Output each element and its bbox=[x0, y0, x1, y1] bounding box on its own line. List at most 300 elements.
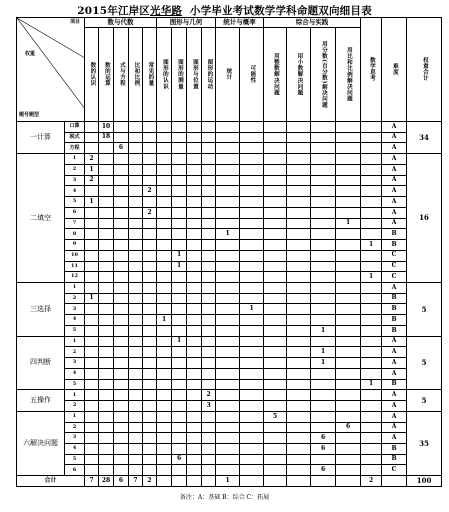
question-number: 12 bbox=[65, 272, 85, 283]
score-cell bbox=[264, 186, 287, 197]
score-cell bbox=[287, 272, 311, 283]
score-cell bbox=[287, 336, 311, 347]
score-cell: 1 bbox=[157, 315, 172, 326]
score-cell bbox=[287, 132, 311, 143]
question-number: 5 bbox=[65, 325, 85, 336]
score-cell bbox=[129, 368, 143, 379]
score-cell bbox=[187, 325, 202, 336]
score-cell bbox=[172, 293, 187, 304]
score-cell bbox=[172, 218, 187, 229]
question-number: 9 bbox=[65, 240, 85, 251]
column-header: 常见的量 bbox=[143, 28, 157, 122]
score-cell bbox=[287, 379, 311, 390]
score-cell bbox=[157, 454, 172, 465]
score-cell bbox=[336, 358, 361, 369]
score-cell bbox=[99, 465, 114, 476]
column-header: 用整数解决问题 bbox=[264, 28, 287, 122]
score-cell bbox=[336, 368, 361, 379]
difficulty-cell: A bbox=[382, 433, 407, 444]
question-number: 2 bbox=[65, 293, 85, 304]
score-cell bbox=[361, 304, 382, 315]
score-cell bbox=[172, 347, 187, 358]
score-cell bbox=[216, 175, 240, 186]
score-cell bbox=[361, 218, 382, 229]
total-weight: 100 bbox=[407, 476, 442, 487]
score-cell bbox=[287, 229, 311, 240]
score-cell bbox=[85, 443, 99, 454]
difficulty-cell: C bbox=[382, 261, 407, 272]
score-cell bbox=[361, 261, 382, 272]
score-cell bbox=[187, 379, 202, 390]
table-row bbox=[17, 186, 442, 197]
total-cell: 2 bbox=[361, 476, 382, 487]
score-cell bbox=[172, 304, 187, 315]
score-cell bbox=[311, 197, 336, 208]
score-cell bbox=[240, 379, 264, 390]
table-row bbox=[17, 454, 442, 465]
score-cell bbox=[172, 272, 187, 283]
table-row bbox=[17, 250, 442, 261]
difficulty-cell: A bbox=[382, 218, 407, 229]
score-cell bbox=[361, 368, 382, 379]
score-cell bbox=[216, 218, 240, 229]
difficulty-cell: B bbox=[382, 293, 407, 304]
score-cell bbox=[264, 347, 287, 358]
score-cell bbox=[99, 282, 114, 293]
score-cell bbox=[143, 422, 157, 433]
question-number: 4 bbox=[65, 186, 85, 197]
score-cell bbox=[143, 433, 157, 444]
score-cell bbox=[172, 390, 187, 401]
score-cell bbox=[336, 175, 361, 186]
score-cell bbox=[240, 250, 264, 261]
score-cell bbox=[85, 325, 99, 336]
score-cell bbox=[202, 336, 216, 347]
score-cell bbox=[114, 454, 129, 465]
score-cell bbox=[187, 229, 202, 240]
score-cell bbox=[143, 197, 157, 208]
score-cell bbox=[85, 218, 99, 229]
score-cell bbox=[287, 293, 311, 304]
score-cell bbox=[172, 433, 187, 444]
score-cell bbox=[187, 132, 202, 143]
score-cell: 1 bbox=[311, 325, 336, 336]
score-cell bbox=[85, 282, 99, 293]
score-cell bbox=[157, 197, 172, 208]
score-cell bbox=[157, 261, 172, 272]
score-cell bbox=[172, 240, 187, 251]
score-cell bbox=[216, 240, 240, 251]
score-cell bbox=[99, 422, 114, 433]
score-cell bbox=[264, 304, 287, 315]
score-cell bbox=[361, 229, 382, 240]
score-cell bbox=[311, 282, 336, 293]
score-cell bbox=[157, 368, 172, 379]
score-cell bbox=[129, 401, 143, 412]
score-cell bbox=[187, 454, 202, 465]
score-cell: 2 bbox=[85, 175, 99, 186]
score-cell bbox=[143, 132, 157, 143]
score-cell bbox=[240, 422, 264, 433]
score-cell: 1 bbox=[311, 358, 336, 369]
score-cell bbox=[202, 282, 216, 293]
score-cell bbox=[99, 240, 114, 251]
score-cell bbox=[240, 465, 264, 476]
score-cell bbox=[129, 336, 143, 347]
table-row bbox=[17, 347, 442, 358]
score-cell bbox=[187, 207, 202, 218]
score-cell bbox=[202, 229, 216, 240]
score-cell bbox=[129, 433, 143, 444]
score-cell bbox=[99, 143, 114, 154]
score-cell bbox=[361, 433, 382, 444]
score-cell bbox=[264, 368, 287, 379]
score-cell bbox=[114, 282, 129, 293]
score-cell bbox=[172, 465, 187, 476]
score-cell: 1 bbox=[172, 250, 187, 261]
score-cell bbox=[85, 186, 99, 197]
score-cell bbox=[187, 121, 202, 132]
title-prefix: 2015年江岸区 bbox=[77, 5, 151, 17]
score-cell bbox=[129, 143, 143, 154]
score-cell bbox=[99, 218, 114, 229]
score-cell bbox=[311, 143, 336, 154]
score-cell bbox=[129, 422, 143, 433]
score-cell bbox=[202, 164, 216, 175]
score-cell bbox=[361, 250, 382, 261]
score-cell bbox=[172, 143, 187, 154]
score-cell bbox=[240, 315, 264, 326]
score-cell bbox=[187, 164, 202, 175]
score-cell bbox=[85, 240, 99, 251]
section-weight: 35 bbox=[407, 411, 442, 475]
score-cell bbox=[216, 454, 240, 465]
section-weight: 5 bbox=[407, 336, 442, 390]
score-cell bbox=[311, 454, 336, 465]
question-number: 6 bbox=[65, 207, 85, 218]
score-cell bbox=[336, 411, 361, 422]
score-cell bbox=[202, 154, 216, 165]
score-cell bbox=[187, 390, 202, 401]
score-cell bbox=[240, 132, 264, 143]
score-cell bbox=[287, 465, 311, 476]
score-cell bbox=[99, 272, 114, 283]
score-cell bbox=[216, 358, 240, 369]
column-header: 图形与位置 bbox=[187, 28, 202, 122]
score-cell bbox=[264, 433, 287, 444]
score-cell bbox=[311, 240, 336, 251]
score-cell bbox=[202, 422, 216, 433]
score-cell bbox=[157, 304, 172, 315]
score-cell bbox=[157, 121, 172, 132]
score-cell bbox=[85, 121, 99, 132]
score-cell bbox=[129, 390, 143, 401]
score-cell bbox=[114, 347, 129, 358]
column-header: 数的运算 bbox=[99, 28, 114, 122]
total-cell: 1 bbox=[216, 476, 240, 487]
score-cell bbox=[157, 186, 172, 197]
score-cell bbox=[336, 186, 361, 197]
score-cell bbox=[85, 358, 99, 369]
table-row bbox=[17, 175, 442, 186]
score-cell bbox=[216, 390, 240, 401]
score-cell bbox=[202, 132, 216, 143]
score-cell bbox=[157, 379, 172, 390]
table-row bbox=[17, 304, 442, 315]
score-cell bbox=[361, 315, 382, 326]
table-row bbox=[17, 282, 442, 293]
score-cell bbox=[99, 304, 114, 315]
score-cell bbox=[336, 379, 361, 390]
score-cell bbox=[216, 121, 240, 132]
score-cell bbox=[264, 250, 287, 261]
score-cell bbox=[287, 207, 311, 218]
question-number: 口算 bbox=[65, 121, 85, 132]
score-cell bbox=[336, 154, 361, 165]
question-number: 8 bbox=[65, 229, 85, 240]
score-cell bbox=[287, 368, 311, 379]
table-row bbox=[17, 401, 442, 412]
table-row bbox=[17, 240, 442, 251]
score-cell bbox=[99, 325, 114, 336]
score-cell bbox=[129, 325, 143, 336]
score-cell bbox=[202, 304, 216, 315]
score-cell bbox=[361, 175, 382, 186]
page-title bbox=[0, 3, 449, 18]
score-cell bbox=[157, 164, 172, 175]
question-number: 2 bbox=[65, 422, 85, 433]
question-number: 4 bbox=[65, 315, 85, 326]
score-cell bbox=[240, 454, 264, 465]
score-cell bbox=[361, 336, 382, 347]
score-cell bbox=[264, 422, 287, 433]
table-row bbox=[17, 336, 442, 347]
score-cell bbox=[336, 143, 361, 154]
score-cell bbox=[240, 154, 264, 165]
score-cell bbox=[361, 443, 382, 454]
score-cell bbox=[143, 390, 157, 401]
score-cell bbox=[187, 154, 202, 165]
score-cell bbox=[129, 358, 143, 369]
column-header-difficulty: 难度 bbox=[382, 18, 407, 122]
score-cell bbox=[264, 143, 287, 154]
score-cell bbox=[129, 411, 143, 422]
score-cell bbox=[336, 229, 361, 240]
difficulty-cell: A bbox=[382, 347, 407, 358]
score-cell bbox=[287, 261, 311, 272]
score-cell bbox=[99, 154, 114, 165]
score-cell bbox=[336, 293, 361, 304]
score-cell bbox=[157, 401, 172, 412]
score-cell bbox=[287, 401, 311, 412]
score-cell bbox=[187, 347, 202, 358]
score-cell: 6 bbox=[336, 422, 361, 433]
score-cell bbox=[264, 229, 287, 240]
score-cell bbox=[187, 443, 202, 454]
total-cell: 28 bbox=[99, 476, 114, 487]
score-cell bbox=[287, 197, 311, 208]
score-cell bbox=[202, 433, 216, 444]
score-cell bbox=[264, 121, 287, 132]
score-cell bbox=[114, 272, 129, 283]
score-cell: 1 bbox=[361, 240, 382, 251]
question-number: 6 bbox=[65, 465, 85, 476]
score-cell bbox=[240, 186, 264, 197]
score-cell bbox=[311, 261, 336, 272]
total-label: 合计 bbox=[17, 476, 85, 487]
table-row bbox=[17, 422, 442, 433]
score-cell bbox=[361, 154, 382, 165]
difficulty-cell: B bbox=[382, 379, 407, 390]
table-row bbox=[17, 411, 442, 422]
table-row bbox=[17, 261, 442, 272]
score-cell: 6 bbox=[311, 433, 336, 444]
score-cell bbox=[336, 132, 361, 143]
score-cell bbox=[361, 347, 382, 358]
score-cell bbox=[172, 315, 187, 326]
score-cell bbox=[129, 132, 143, 143]
corner-header bbox=[17, 18, 85, 122]
score-cell bbox=[264, 315, 287, 326]
score-cell bbox=[157, 282, 172, 293]
score-cell bbox=[143, 164, 157, 175]
score-cell bbox=[143, 443, 157, 454]
score-cell bbox=[143, 261, 157, 272]
table-row bbox=[17, 197, 442, 208]
score-cell bbox=[99, 379, 114, 390]
score-cell bbox=[114, 411, 129, 422]
difficulty-cell: C bbox=[382, 250, 407, 261]
score-cell bbox=[287, 454, 311, 465]
score-cell bbox=[216, 164, 240, 175]
score-cell bbox=[187, 433, 202, 444]
score-cell bbox=[129, 379, 143, 390]
score-cell bbox=[114, 336, 129, 347]
score-cell bbox=[336, 454, 361, 465]
score-cell bbox=[287, 315, 311, 326]
score-cell bbox=[216, 315, 240, 326]
score-cell bbox=[361, 325, 382, 336]
score-cell bbox=[202, 250, 216, 261]
question-number: 1 bbox=[65, 154, 85, 165]
score-cell bbox=[143, 121, 157, 132]
score-cell bbox=[129, 207, 143, 218]
section-weight: 5 bbox=[407, 390, 442, 411]
table-row bbox=[17, 465, 442, 476]
score-cell bbox=[99, 401, 114, 412]
score-cell bbox=[202, 443, 216, 454]
score-cell bbox=[311, 272, 336, 283]
question-number: 1 bbox=[65, 282, 85, 293]
score-cell bbox=[336, 261, 361, 272]
score-cell bbox=[336, 304, 361, 315]
question-number: 1 bbox=[65, 390, 85, 401]
score-cell bbox=[240, 293, 264, 304]
column-header: 式与方程 bbox=[114, 28, 129, 122]
score-cell bbox=[264, 336, 287, 347]
score-cell bbox=[361, 390, 382, 401]
score-cell bbox=[114, 401, 129, 412]
title-school: 光华路 bbox=[150, 5, 183, 17]
score-cell bbox=[202, 197, 216, 208]
score-cell bbox=[240, 443, 264, 454]
table-row bbox=[17, 443, 442, 454]
score-cell bbox=[187, 186, 202, 197]
score-cell bbox=[361, 454, 382, 465]
score-cell bbox=[114, 164, 129, 175]
total-cell bbox=[187, 476, 202, 487]
score-cell bbox=[99, 175, 114, 186]
score-cell bbox=[187, 401, 202, 412]
score-cell bbox=[172, 132, 187, 143]
score-cell bbox=[99, 261, 114, 272]
score-cell bbox=[143, 358, 157, 369]
score-cell bbox=[157, 465, 172, 476]
score-cell bbox=[187, 282, 202, 293]
score-cell bbox=[99, 250, 114, 261]
question-number: 4 bbox=[65, 368, 85, 379]
section-weight: 34 bbox=[407, 121, 442, 153]
score-cell bbox=[129, 229, 143, 240]
score-cell bbox=[143, 272, 157, 283]
score-cell bbox=[264, 240, 287, 251]
score-cell bbox=[143, 304, 157, 315]
table-row bbox=[17, 390, 442, 401]
score-cell bbox=[311, 390, 336, 401]
difficulty-cell: B bbox=[382, 240, 407, 251]
score-cell bbox=[264, 154, 287, 165]
score-cell bbox=[157, 175, 172, 186]
table-row bbox=[17, 379, 442, 390]
question-number: 3 bbox=[65, 175, 85, 186]
score-cell bbox=[99, 315, 114, 326]
score-cell bbox=[240, 411, 264, 422]
table-row bbox=[17, 433, 442, 444]
column-header: 用分数(百分数)解决问题 bbox=[311, 28, 336, 122]
score-cell bbox=[287, 240, 311, 251]
difficulty-cell: A bbox=[382, 207, 407, 218]
score-cell bbox=[202, 218, 216, 229]
score-cell bbox=[157, 143, 172, 154]
score-cell: 2 bbox=[202, 390, 216, 401]
score-cell bbox=[172, 229, 187, 240]
score-cell bbox=[99, 443, 114, 454]
score-cell bbox=[240, 347, 264, 358]
table-row bbox=[17, 154, 442, 165]
score-cell bbox=[336, 240, 361, 251]
score-cell bbox=[143, 154, 157, 165]
score-cell bbox=[172, 154, 187, 165]
score-cell bbox=[172, 401, 187, 412]
difficulty-cell: A bbox=[382, 390, 407, 401]
score-cell bbox=[114, 207, 129, 218]
score-cell: 6 bbox=[114, 143, 129, 154]
score-cell bbox=[202, 272, 216, 283]
score-cell bbox=[143, 293, 157, 304]
difficulty-cell: A bbox=[382, 164, 407, 175]
score-cell bbox=[240, 368, 264, 379]
score-cell bbox=[240, 143, 264, 154]
score-cell bbox=[187, 358, 202, 369]
score-cell bbox=[85, 272, 99, 283]
score-cell bbox=[264, 175, 287, 186]
score-cell bbox=[240, 433, 264, 444]
difficulty-cell: C bbox=[382, 465, 407, 476]
score-cell bbox=[172, 358, 187, 369]
score-cell bbox=[172, 443, 187, 454]
score-cell bbox=[216, 154, 240, 165]
column-header: 数的认识 bbox=[85, 28, 99, 122]
